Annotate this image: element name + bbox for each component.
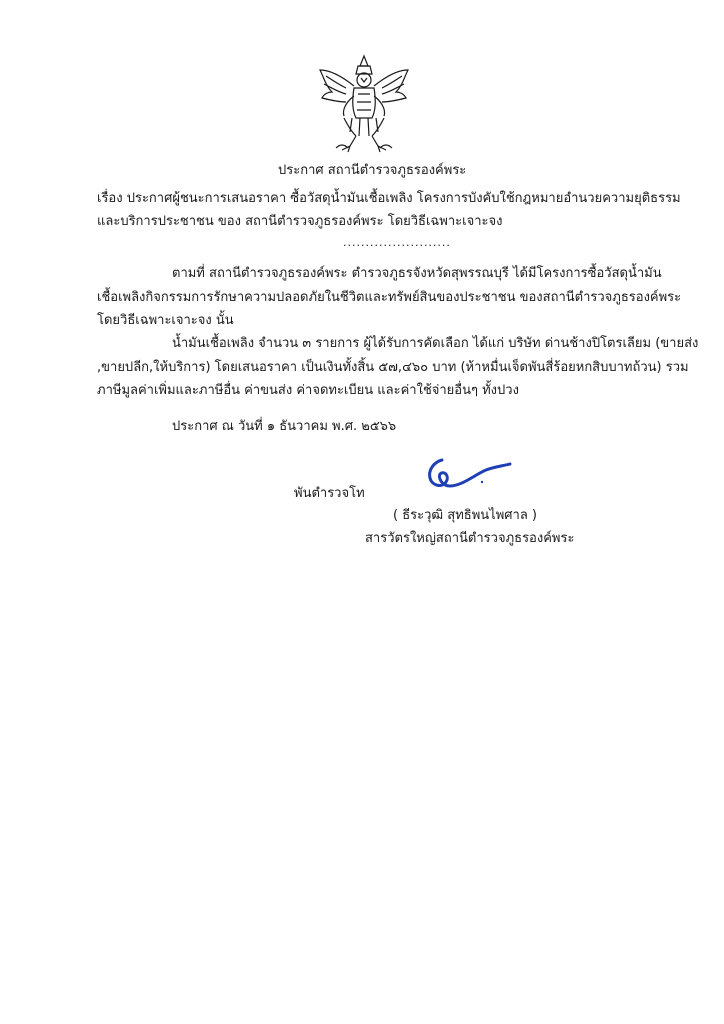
paragraph-2-line-1: น้ำมันเชื้อเพลิง จำนวน ๓ รายการ ผู้ได้รับการคัดเลือก ได้แก่ บริษัท ด่านช้างปิโตรเลียม (ขายส่ง [172,336,699,351]
paragraph-2-line-3: ภาษีมูลค่าเพิ่มและภาษีอื่น ค่าขนส่ง ค่าจดทะเบียน และค่าใช้จ่ายอื่นๆ ทั้งปวง [97,383,519,398]
subject-line-2: และบริการประชาชน ของ สถานีตำรวจภูธรองค์พระ โดยวิธีเฉพาะเจาะจง [97,214,503,229]
announcement-date: ประกาศ ณ วันที่ ๑ ธันวาคม พ.ศ. ๒๕๖๖ [172,419,397,434]
paragraph-1-line-1: ตามที่ สถานีตำรวจภูธรองค์พระ ตำรวจภูธรจังหวัดสุพรรณบุรี ได้มีโครงการซื้อวัสดุน้ำมัน [172,266,662,281]
paragraph-1-line-2: เชื้อเพลิงกิจกรรมการรักษาความปลอดภัยในชีวิตและทรัพย์สินของประชาชน ของสถานีตำรวจภูธรองค์พระ [97,290,682,305]
subject-line-1: เรื่อง ประกาศผู้ชนะการเสนอราคา ซื้อวัสดุน้ำมันเชื้อเพลิง โครงการบังคับใช้กฎหมายอำนวยความยุติธรรม [97,191,681,206]
signatory-name: ( ธีระวุฒิ สุทธิพนไพศาล ) [393,508,538,523]
garuda-emblem-icon [314,52,414,156]
signatory-position: สารวัตรใหญ่สถานีตำรวจภูธรองค์พระ [365,531,575,546]
paragraph-1-line-3: โดยวิธีเฉพาะเจาะจง นั้น [97,313,234,328]
signatory-rank: พันตำรวจโท [294,486,365,501]
announcement-heading: ประกาศ สถานีตำรวจภูธรองค์พระ [278,163,467,178]
separator-dots: ........................ [343,236,451,249]
signature-icon [420,452,520,496]
paragraph-2-line-2: ,ขายปลีก,ให้บริการ) โดยเสนอราคา เป็นเงินทั้งสิ้น ๕๗,๔๖๐ บาท (ห้าหมื่นเจ็ดพันสี่ร้อยหกสิบบาทถ้วน) รวม [97,360,689,375]
